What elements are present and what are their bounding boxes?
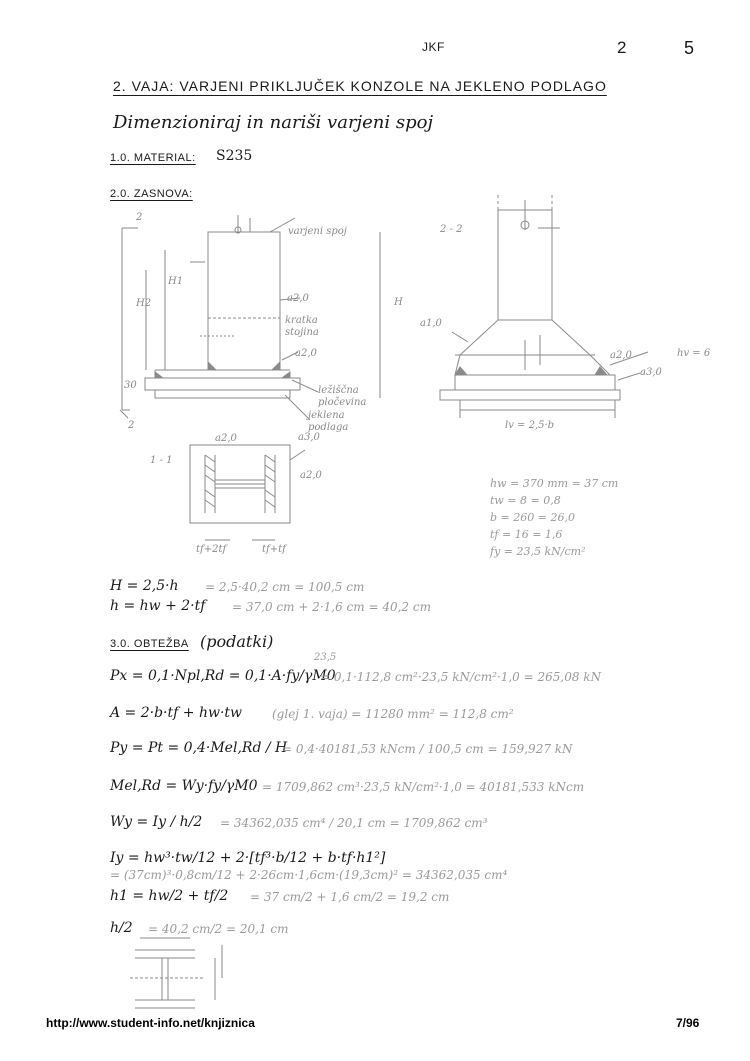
prop-tf: tf = 16 = 1,6 [490, 528, 563, 541]
label-a2-0-top: a2,0 [287, 293, 309, 304]
H-calculation: = 2,5·40,2 cm = 100,5 cm [205, 580, 365, 594]
eq-Wy-lhs: Wy = Iy / h/2 [110, 814, 203, 830]
eq-A-lhs: A = 2·b·tf + hw·tw [110, 705, 243, 721]
label-view-1-1: 1 - 1 [150, 455, 173, 466]
h-calculation: = 37,0 cm + 2·1,6 cm = 40,2 cm [232, 600, 431, 614]
material-label: 1.0. MATERIAL: [110, 152, 196, 164]
load-section-note: (podatki) [200, 632, 274, 651]
footer-url[interactable]: http://www.student-info.net/knjiznica [46, 1016, 255, 1030]
eq-Px-sup: 23,5 [314, 652, 337, 663]
eq-Mel-lhs: Mel,Rd = Wy·fy/γM0 [110, 778, 258, 794]
label-a2-0-right: a2,0 [610, 350, 632, 361]
eq-Px-rhs: = 0,1·112,8 cm²·23,5 kN/cm²·1,0 = 265,08 kN [320, 670, 602, 684]
label-a-0-11: a2,0 [215, 433, 237, 444]
design-section-label: 2.0. ZASNOVA: [110, 188, 193, 200]
footer-page-count: 7/96 [676, 1016, 700, 1030]
label-a3-0-right: a3,0 [640, 367, 662, 378]
cut-2-top: 2 [136, 212, 143, 223]
label-H: H [394, 297, 403, 308]
eq-Py-rhs: = 0,4·40181,53 kNcm / 100,5 cm = 159,927 kN [282, 742, 573, 756]
label-jeklena-podlaga: jeklena podlaga [308, 410, 349, 433]
label-a-0-11-right: a2,0 [300, 470, 322, 481]
prop-hw: hw = 370 mm = 37 cm [490, 477, 619, 490]
material-value: S235 [216, 148, 253, 164]
eq-h1-rhs: = 37 cm/2 + 1,6 cm/2 = 19,2 cm [250, 890, 450, 904]
exercise-title: 2. VAJA: VARJENI PRIKLJUČEK KONZOLE NA JEKLENO PODLAGO [113, 78, 607, 94]
label-lv: lv = 2,5·b [505, 420, 555, 431]
header-initials: JKF [422, 40, 445, 54]
exercise-subtitle: Dimenzioniraj in nariši varjeni spoj [113, 112, 434, 133]
label-kratka-stojina: kratka stojina [285, 315, 319, 338]
label-view-2-2: 2 - 2 [440, 224, 463, 235]
eq-Mel-rhs: = 1709,862 cm³·23,5 kN/cm²·1,0 = 40181,533 kNcm [262, 780, 585, 794]
label-tf2: tf+2tf [196, 544, 227, 555]
eq-Iy-rhs: = (37cm)³·0,8cm/12 + 2·26cm·1,6cm·(19,3cm)² = 34362,035 cm⁴ [110, 868, 508, 882]
prop-tw: tw = 8 = 0,8 [490, 494, 561, 507]
label-H2: H2 [136, 298, 152, 309]
profile-properties [490, 475, 618, 560]
label-leziscna-plocevina: ležiščna pločevina [318, 385, 367, 408]
label-varjeni-spoj: varjeni spoj [288, 226, 347, 237]
label-a3-0: a3,0 [298, 432, 320, 443]
label-hv-6: hv = 6 [677, 348, 711, 359]
eq-Iy-lhs: Iy = hw³·tw/12 + 2·[tf³·b/12 + b·tf·h1²] [110, 850, 386, 866]
h-equation: h = hw + 2·tf [110, 598, 206, 614]
cut-2-bottom: 2 [128, 420, 135, 431]
label-30: 30 [124, 380, 137, 391]
label-a2-0-mid: a2,0 [295, 348, 317, 359]
H-equation: H = 2,5·h [110, 578, 179, 594]
eq-Px-lhs: Px = 0,1·Npl,Rd = 0,1·A·fy/γM0 [110, 668, 336, 684]
eq-Py-lhs: Py = Pt = 0,4·Mel,Rd / H [110, 740, 288, 756]
label-a1-0: a1,0 [420, 318, 442, 329]
label-H1: H1 [168, 276, 184, 287]
header-number: 2 [617, 38, 627, 57]
eq-A-rhs: (glej 1. vaja) = 11280 mm² = 112,8 cm² [272, 707, 514, 721]
eq-Wy-rhs: = 34362,035 cm⁴ / 20,1 cm = 1709,862 cm³ [220, 816, 488, 830]
prop-fy: fy = 23,5 kN/cm² [490, 545, 586, 558]
eq-h1-lhs: h1 = hw/2 + tf/2 [110, 888, 229, 904]
label-tf1: tf+tf [262, 544, 286, 555]
eq-half-h-rhs: = 40,2 cm/2 = 20,1 cm [148, 922, 289, 936]
eq-half-h-lhs: h/2 [110, 920, 133, 936]
page-number: 5 [684, 38, 695, 58]
prop-b: b = 260 = 26,0 [490, 511, 575, 524]
load-section-label: 3.0. OBTEŽBA [110, 638, 189, 650]
